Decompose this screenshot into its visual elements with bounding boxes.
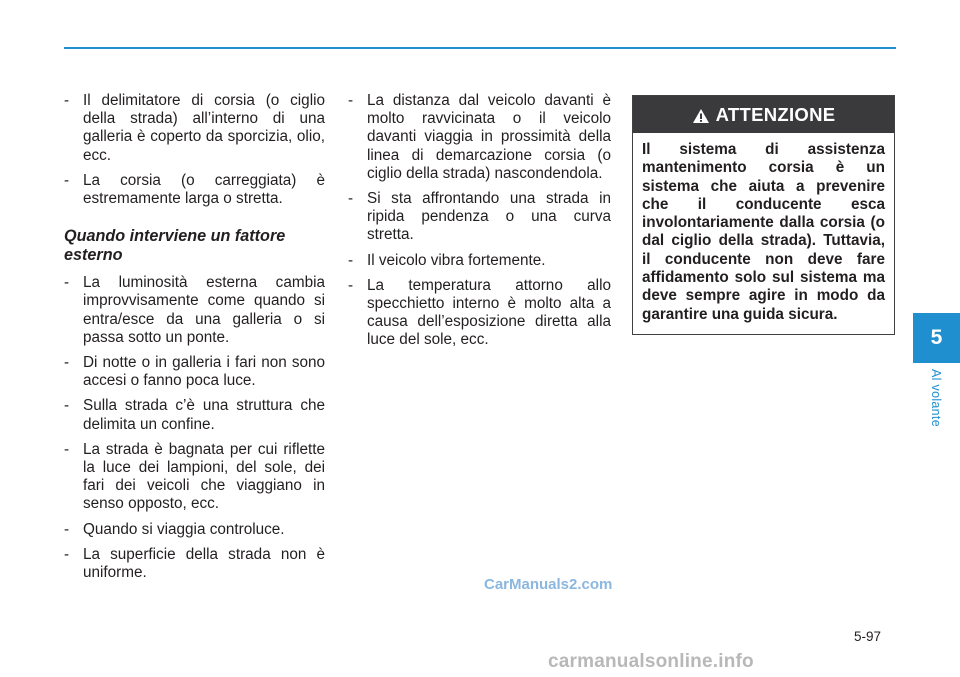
conditions-list-top bbox=[64, 92, 325, 208]
list-item: - Il delimitatore di corsia (o ciglio della strada) all’interno di una galleria è coperto da sporcizia, olio, ecc. bbox=[64, 92, 325, 165]
warning-header bbox=[633, 96, 894, 133]
left-column bbox=[64, 92, 325, 589]
conditions-list-middle bbox=[348, 92, 611, 350]
list-item: - La superficie della strada non è uniforme. bbox=[64, 546, 325, 582]
list-item: - Di notte o in galleria i fari non sono accesi o fanno poca luce. bbox=[64, 354, 325, 390]
list-item: - La temperatura attorno allo specchietto interno è molto alta a causa dell’esposizione diretta alla luce del sole, ecc. bbox=[348, 277, 611, 350]
list-item: - Sulla strada c’è una struttura che delimita un confine. bbox=[64, 397, 325, 433]
watermark-footer: carmanualsonline.info bbox=[548, 651, 754, 672]
list-item: - La strada è bagnata per cui riflette la luce dei lampioni, del sole, dei fari dei veicoli che viaggiano in senso opposto, ecc. bbox=[64, 441, 325, 514]
page-number: 5-97 bbox=[854, 629, 882, 644]
warning-box bbox=[632, 95, 895, 335]
warning-title: ATTENZIONE bbox=[715, 103, 836, 125]
list-item: - La distanza dal veicolo davanti è molto ravvicinata o il veicolo davanti viaggia in prossimità della linea di demarcazione corsia (o ciglio della strada) nascondendola. bbox=[348, 92, 611, 183]
list-item: - Si sta affrontando una strada in ripida pendenza o una curva stretta. bbox=[348, 190, 611, 245]
watermark-site: CarManuals2.com bbox=[484, 576, 613, 593]
middle-column bbox=[348, 92, 611, 357]
chapter-number-tab: 5 bbox=[913, 313, 960, 363]
list-item: - Quando si viaggia controluce. bbox=[64, 521, 325, 539]
conditions-list-external bbox=[64, 274, 325, 582]
list-item: - La corsia (o carreggiata) è estremamente larga o stretta. bbox=[64, 172, 325, 208]
header-rule bbox=[64, 47, 896, 49]
section-subheading: Quando interviene un fattore esterno bbox=[64, 227, 286, 264]
list-item: - Il veicolo vibra fortemente. bbox=[348, 252, 611, 270]
warning-triangle-icon bbox=[692, 107, 710, 123]
chapter-label: Al volante bbox=[929, 369, 943, 427]
warning-text: Il sistema di assistenza mantenimento corsia è un sistema che aiuta a prevenire che il conducente esca involontariamente dalla corsia (o dal ciglio della strada). Tuttavia, il conducente non deve fare affidamento solo sul sistema ma deve sempre agire in modo da garantire una guida sicura. bbox=[642, 141, 885, 323]
list-item: - La luminosità esterna cambia improvvisamente come quando si entra/esce da una galleria o si passa sotto un ponte. bbox=[64, 274, 325, 347]
